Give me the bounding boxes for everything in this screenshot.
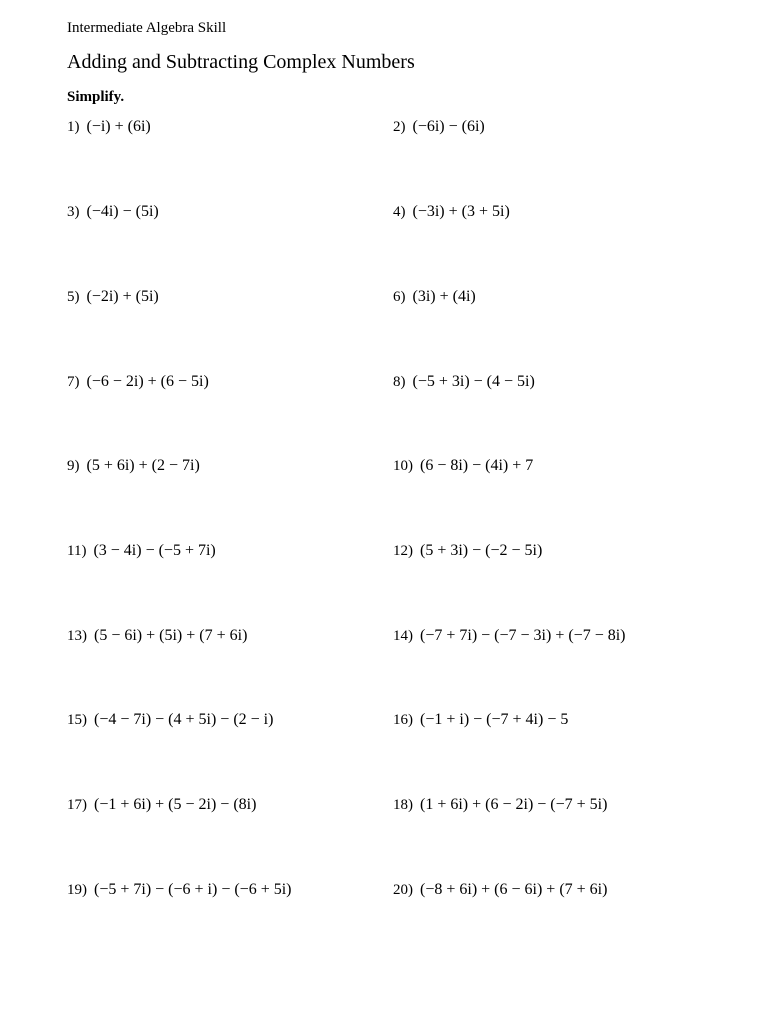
problem-expression: (6 − 8i) − (4i) + 7 bbox=[420, 457, 534, 474]
problem-number: 19) bbox=[67, 882, 87, 898]
problem-15 bbox=[67, 711, 273, 729]
problem-expression: (−8 + 6i) + (6 − 6i) + (7 + 6i) bbox=[420, 881, 608, 898]
problem-5 bbox=[67, 288, 159, 306]
problem-expression: (−1 + 6i) + (5 − 2i) − (8i) bbox=[94, 796, 257, 813]
problem-expression: (5 − 6i) + (5i) + (7 + 6i) bbox=[94, 627, 248, 644]
problem-9 bbox=[67, 457, 200, 475]
problem-number: 3) bbox=[67, 204, 80, 220]
problem-number: 13) bbox=[67, 628, 87, 644]
course-name: Intermediate Algebra Skill bbox=[67, 20, 227, 36]
problem-number: 11) bbox=[67, 543, 87, 559]
problem-number: 12) bbox=[393, 543, 413, 559]
problem-14 bbox=[393, 627, 626, 645]
problem-17 bbox=[67, 796, 256, 814]
problem-number: 20) bbox=[393, 882, 413, 898]
problem-expression: (−7 + 7i) − (−7 − 3i) + (−7 − 8i) bbox=[420, 627, 626, 644]
problem-1 bbox=[67, 118, 151, 136]
problem-number: 6) bbox=[393, 289, 406, 305]
problem-number: 14) bbox=[393, 628, 413, 644]
problem-expression: (−4i) − (5i) bbox=[86, 203, 159, 220]
problem-12 bbox=[393, 542, 542, 560]
problem-number: 8) bbox=[393, 374, 406, 390]
problem-19 bbox=[67, 881, 292, 899]
problem-expression: (−4 − 7i) − (4 + 5i) − (2 − i) bbox=[94, 711, 274, 728]
problem-16 bbox=[393, 711, 568, 729]
problem-expression: (−1 + i) − (−7 + 4i) − 5 bbox=[420, 711, 569, 728]
instruction-text: Simplify. bbox=[67, 89, 125, 105]
problem-18 bbox=[393, 796, 607, 814]
problem-7 bbox=[67, 373, 209, 391]
problem-expression: (3i) + (4i) bbox=[412, 288, 476, 305]
problem-20 bbox=[393, 881, 607, 899]
problem-number: 9) bbox=[67, 458, 80, 474]
problem-expression: (5 + 3i) − (−2 − 5i) bbox=[420, 542, 543, 559]
problem-6 bbox=[393, 288, 476, 306]
problem-expression: (−3i) + (3 + 5i) bbox=[412, 203, 510, 220]
problem-expression: (3 − 4i) − (−5 + 7i) bbox=[93, 542, 216, 559]
problem-2 bbox=[393, 118, 485, 136]
problem-expression: (−5 + 7i) − (−6 + i) − (−6 + 5i) bbox=[94, 881, 292, 898]
problem-10 bbox=[393, 457, 533, 475]
problem-expression: (1 + 6i) + (6 − 2i) − (−7 + 5i) bbox=[420, 796, 608, 813]
problem-number: 2) bbox=[393, 119, 406, 135]
problem-expression: (5 + 6i) + (2 − 7i) bbox=[86, 457, 200, 474]
problem-number: 4) bbox=[393, 204, 406, 220]
problem-number: 16) bbox=[393, 712, 413, 728]
problem-expression: (−i) + (6i) bbox=[86, 118, 151, 135]
problem-number: 17) bbox=[67, 797, 87, 813]
problem-expression: (−6 − 2i) + (6 − 5i) bbox=[86, 373, 209, 390]
problem-number: 18) bbox=[393, 797, 413, 813]
problem-11 bbox=[67, 542, 216, 560]
problem-expression: (−6i) − (6i) bbox=[412, 118, 485, 135]
problem-expression: (−2i) + (5i) bbox=[86, 288, 159, 305]
problem-number: 10) bbox=[393, 458, 413, 474]
problem-number: 7) bbox=[67, 374, 80, 390]
problem-4 bbox=[393, 203, 510, 221]
problem-number: 1) bbox=[67, 119, 80, 135]
problem-number: 5) bbox=[67, 289, 80, 305]
worksheet-title: Adding and Subtracting Complex Numbers bbox=[67, 51, 415, 73]
problem-8 bbox=[393, 373, 535, 391]
problem-13 bbox=[67, 627, 247, 645]
problem-3 bbox=[67, 203, 159, 221]
problem-number: 15) bbox=[67, 712, 87, 728]
problem-expression: (−5 + 3i) − (4 − 5i) bbox=[412, 373, 535, 390]
